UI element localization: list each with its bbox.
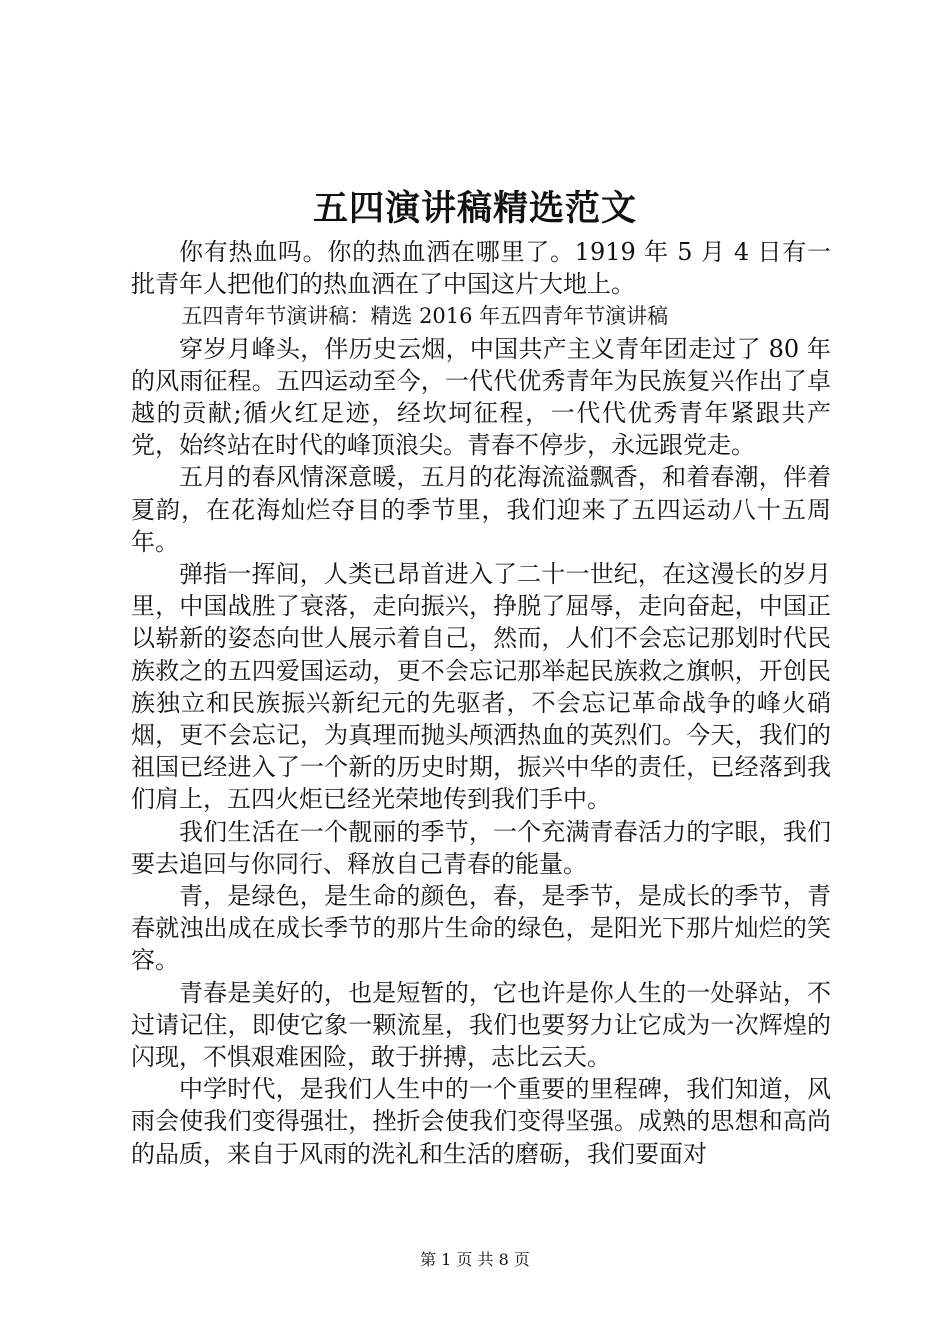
- paragraph-subheading: 五四青年节演讲稿：精选 2016 年五四青年节演讲稿: [181, 304, 669, 329]
- paragraph: 青春是美好的，也是短暂的，它也许是你人生的一处驿站，不过请记住，即使它象一颗流星，我们也要努力让它成为一次辉煌的闪现，不惧艰难困险，敢于拼搏，志比云天。: [131, 978, 831, 1072]
- document-title: 五四演讲稿精选范文: [312, 188, 637, 229]
- paragraph: 弹指一挥间，人类已昂首进入了二十一世纪，在这漫长的岁月里，中国战胜了衰落，走向振兴，挣脱了屈辱，走向奋起，中国正以崭新的姿态向世人展示着自己，然而，人们不会忘记那划时代民族救之的五四爱国运动，更不会忘记那举起民族救之旗帜，开创民族独立和民族振兴新纪元的先驱者，不会忘记革命战争的峰火硝烟，更不会忘记，为真理而抛头颅洒热血的英烈们。今天，我们的祖国已经进入了一个新的历史时期，振兴中华的责任，已经落到我们肩上，五四火炬已经光荣地传到我们手中。: [131, 560, 831, 814]
- paragraph: 中学时代，是我们人生中的一个重要的里程碑，我们知道，风雨会使我们变得强壮，挫折会使我们变得坚强。成熟的思想和高尚的品质，来自于风雨的洗礼和生活的磨砺，我们要面对: [131, 1075, 831, 1168]
- document-body: [131, 236, 831, 1170]
- paragraph: 穿岁月峰头，伴历史云烟，中国共产主义青年团走过了 80 年的风雨征程。五四运动至今，一代代优秀青年为民族复兴作出了卓越的贡献;循火红足迹，经坎坷征程，一代代优秀青年紧跟共产党，始终站在时代的峰顶浪尖。青春不停步，永远跟党走。: [131, 334, 831, 460]
- paragraph: 青，是绿色，是生命的颜色，春，是季节，是成长的季节，青春就浊出成在成长季节的那片生命的绿色，是阳光下那片灿烂的笑容。: [131, 882, 831, 975]
- paragraph: 五月的春风情深意暖，五月的花海流溢飘香，和着春潮，伴着夏韵，在花海灿烂夺目的季节里，我们迎来了五四运动八十五周年。: [131, 463, 831, 556]
- page-footer: 第 1 页 共 8 页: [420, 1250, 530, 1269]
- paragraph: 你有热血吗。你的热血洒在哪里了。1919 年 5 月 4 日有一批青年人把他们的热血洒在了中国这片大地上。: [131, 238, 831, 299]
- paragraph: 我们生活在一个靓丽的季节，一个充满青春活力的字眼，我们要去追回与你同行、释放自己青春的能量。: [131, 817, 831, 878]
